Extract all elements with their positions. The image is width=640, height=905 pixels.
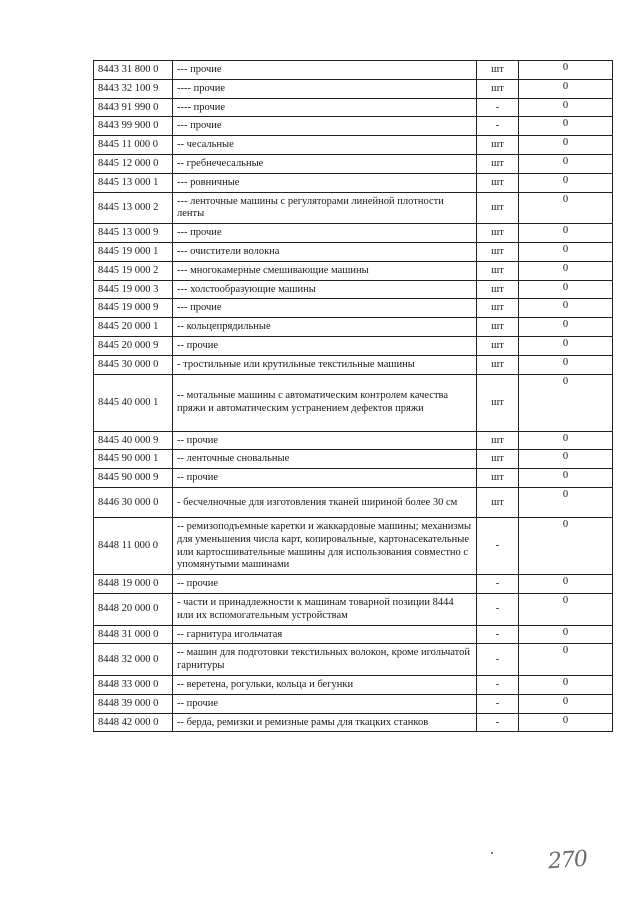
unit-cell: шт [477,261,519,280]
rate-cell: 0 [519,318,613,337]
commodity-code-cell: 8443 32 100 9 [94,79,173,98]
rate-cell: 0 [519,431,613,450]
table-row [94,713,613,732]
table-row [94,694,613,713]
unit-cell: шт [477,242,519,261]
table-row [94,644,613,676]
table-row [94,675,613,694]
unit-cell: - [477,98,519,117]
rate-cell: 0 [519,575,613,594]
unit-cell: шт [477,61,519,80]
table-row [94,450,613,469]
rate-cell: 0 [519,517,613,574]
unit-cell: шт [477,224,519,243]
unit-cell: шт [477,154,519,173]
rate-cell: 0 [519,625,613,644]
description-cell: --- холстообразующие машины [173,280,477,299]
rate-cell: 0 [519,593,613,625]
description-cell: -- кольцепрядильные [173,318,477,337]
commodity-code-cell: 8443 99 900 0 [94,117,173,136]
table-row [94,173,613,192]
description-cell: -- веретена, рогульки, кольца и бегунки [173,675,477,694]
description-cell: --- прочие [173,224,477,243]
rate-cell: 0 [519,280,613,299]
rate-cell: 0 [519,192,613,224]
rate-cell: 0 [519,374,613,431]
description-cell: -- гарнитура игольчатая [173,625,477,644]
unit-cell: шт [477,469,519,488]
description-cell: -- прочие [173,431,477,450]
unit-cell: шт [477,336,519,355]
unit-cell: - [477,517,519,574]
description-cell: --- многокамерные смешивающие машины [173,261,477,280]
commodity-code-cell: 8448 39 000 0 [94,694,173,713]
table-row [94,575,613,594]
rate-cell: 0 [519,173,613,192]
tariff-table [93,60,613,732]
commodity-code-cell: 8448 42 000 0 [94,713,173,732]
unit-cell: шт [477,280,519,299]
description-cell: - части и принадлежности к машинам товарной позиции 8444 или их вспомогательным устройствам [173,593,477,625]
table-row [94,355,613,374]
unit-cell: шт [477,192,519,224]
commodity-code-cell: 8448 32 000 0 [94,644,173,676]
handwritten-page-number: 270 [547,846,588,875]
rate-cell: 0 [519,242,613,261]
rate-cell: 0 [519,713,613,732]
description-cell: -- прочие [173,575,477,594]
tariff-table-body [94,61,613,732]
unit-cell: шт [477,299,519,318]
commodity-code-cell: 8445 20 000 9 [94,336,173,355]
description-cell: --- прочие [173,61,477,80]
unit-cell: шт [477,431,519,450]
table-row [94,79,613,98]
description-cell: ---- прочие [173,79,477,98]
table-row [94,318,613,337]
rate-cell: 0 [519,336,613,355]
description-cell: -- чесальные [173,136,477,155]
commodity-code-cell: 8445 19 000 9 [94,299,173,318]
description-cell: -- берда, ремизки и ремизные рамы для ткацких станков [173,713,477,732]
table-row [94,192,613,224]
description-cell: -- гребнечесальные [173,154,477,173]
table-row [94,431,613,450]
commodity-code-cell: 8445 13 000 2 [94,192,173,224]
table-row [94,154,613,173]
commodity-code-cell: 8445 13 000 1 [94,173,173,192]
unit-cell: шт [477,318,519,337]
commodity-code-cell: 8445 12 000 0 [94,154,173,173]
table-row [94,280,613,299]
commodity-code-cell: 8446 30 000 0 [94,487,173,517]
table-row [94,469,613,488]
rate-cell: 0 [519,675,613,694]
unit-cell: шт [477,355,519,374]
description-cell: -- прочие [173,336,477,355]
commodity-code-cell: 8445 90 000 1 [94,450,173,469]
rate-cell: 0 [519,299,613,318]
commodity-code-cell: 8445 90 000 9 [94,469,173,488]
unit-cell: шт [477,79,519,98]
commodity-code-cell: 8448 20 000 0 [94,593,173,625]
table-row [94,61,613,80]
rate-cell: 0 [519,154,613,173]
commodity-code-cell: 8445 19 000 1 [94,242,173,261]
commodity-code-cell: 8445 19 000 3 [94,280,173,299]
table-row [94,117,613,136]
rate-cell: 0 [519,79,613,98]
commodity-code-cell: 8443 91 990 0 [94,98,173,117]
description-cell: --- ленточные машины с регуляторами линейной плотности ленты [173,192,477,224]
description-cell: --- очистители волокна [173,242,477,261]
rate-cell: 0 [519,694,613,713]
commodity-code-cell: 8445 20 000 1 [94,318,173,337]
unit-cell: шт [477,450,519,469]
unit-cell: - [477,117,519,136]
unit-cell: - [477,593,519,625]
rate-cell: 0 [519,61,613,80]
commodity-code-cell: 8448 33 000 0 [94,675,173,694]
rate-cell: 0 [519,487,613,517]
description-cell: -- ленточные сновальные [173,450,477,469]
commodity-code-cell: 8445 40 000 9 [94,431,173,450]
table-row [94,374,613,431]
rate-cell: 0 [519,469,613,488]
rate-cell: 0 [519,98,613,117]
unit-cell: шт [477,136,519,155]
description-cell: - тростильные или крутильные текстильные машины [173,355,477,374]
table-row [94,487,613,517]
unit-cell: шт [477,173,519,192]
commodity-code-cell: 8443 31 800 0 [94,61,173,80]
unit-cell: - [477,675,519,694]
table-row [94,136,613,155]
rate-cell: 0 [519,117,613,136]
table-row [94,299,613,318]
rate-cell: 0 [519,136,613,155]
description-cell: --- ровничные [173,173,477,192]
unit-cell: - [477,694,519,713]
commodity-code-cell: 8445 19 000 2 [94,261,173,280]
description-cell: -- прочие [173,469,477,488]
description-cell: -- прочие [173,694,477,713]
scan-speck [491,852,493,854]
commodity-code-cell: 8445 11 000 0 [94,136,173,155]
rate-cell: 0 [519,644,613,676]
description-cell: --- прочие [173,117,477,136]
table-row [94,98,613,117]
description-cell: --- прочие [173,299,477,318]
rate-cell: 0 [519,224,613,243]
rate-cell: 0 [519,261,613,280]
commodity-code-cell: 8448 11 000 0 [94,517,173,574]
description-cell: -- мотальные машины с автоматическим контролем качества пряжи и автоматическим устранением дефектов пряжи [173,374,477,431]
commodity-code-cell: 8448 31 000 0 [94,625,173,644]
unit-cell: - [477,575,519,594]
commodity-code-cell: 8445 30 000 0 [94,355,173,374]
table-row [94,261,613,280]
description-cell: ---- прочие [173,98,477,117]
description-cell: -- ремизоподъемные каретки и жаккардовые машины; механизмы для уменьшения числа карт, копировальные, картонасекательные или картосшивательные машины для использования совместно с упомянутыми машинами [173,517,477,574]
description-cell: - бесчелночные для изготовления тканей шириной более 30 см [173,487,477,517]
unit-cell: - [477,713,519,732]
table-row [94,517,613,574]
unit-cell: - [477,644,519,676]
description-cell: -- машин для подготовки текстильных волокон, кроме игольчатой гарнитуры [173,644,477,676]
rate-cell: 0 [519,450,613,469]
unit-cell: - [477,625,519,644]
table-row [94,242,613,261]
rate-cell: 0 [519,355,613,374]
table-row [94,336,613,355]
table-row [94,593,613,625]
unit-cell: шт [477,374,519,431]
table-row [94,224,613,243]
commodity-code-cell: 8445 13 000 9 [94,224,173,243]
table-row [94,625,613,644]
commodity-code-cell: 8445 40 000 1 [94,374,173,431]
commodity-code-cell: 8448 19 000 0 [94,575,173,594]
unit-cell: шт [477,487,519,517]
